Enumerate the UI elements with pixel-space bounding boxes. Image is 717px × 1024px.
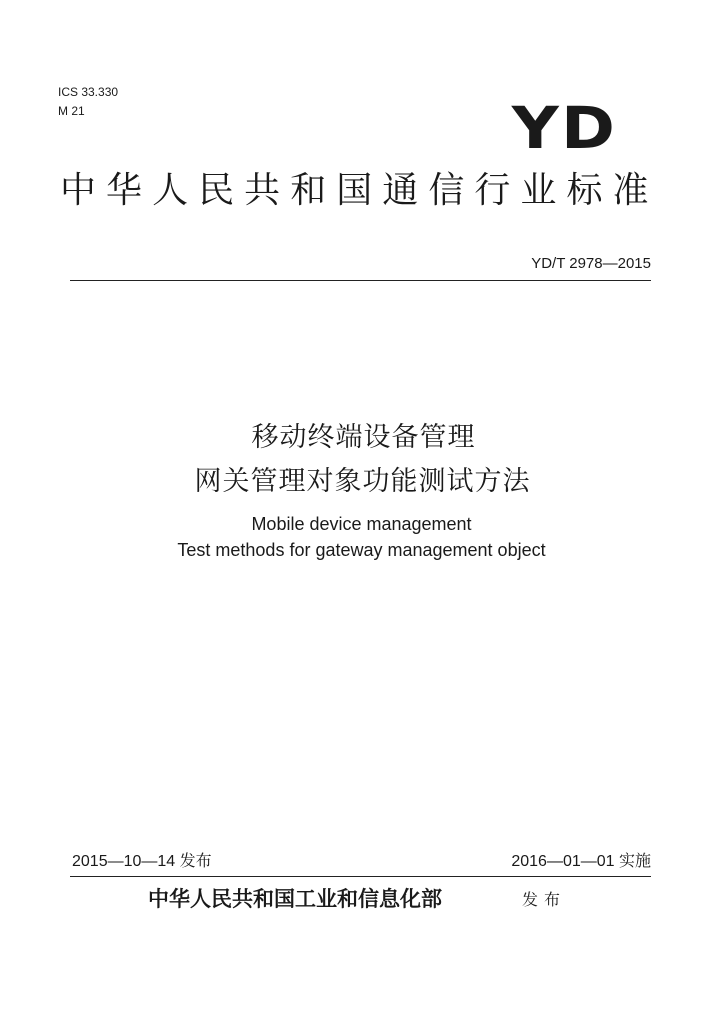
industry-standard-title: 中华人民共和国通信行业标准 [60, 170, 651, 211]
implement-date: 2016—01—01 实施 [511, 853, 651, 870]
ics-code: ICS 33.330 [58, 85, 119, 99]
classification-code: M 21 [58, 104, 85, 118]
publish-date: 2015—10—14 发布 [72, 853, 212, 870]
title-english-line-2: Test methods for gateway management object [177, 540, 546, 560]
title-english-line-1: Mobile device management [251, 514, 472, 534]
bottom-divider [70, 876, 651, 877]
standard-number: YD/T 2978—2015 [531, 255, 651, 272]
issue-label: 发布 [522, 890, 567, 909]
title-chinese-line-2: 网关管理对象功能测试方法 [194, 466, 531, 497]
top-divider [70, 280, 651, 281]
yd-logo: YD [511, 94, 617, 162]
title-chinese-line-1: 移动终端设备管理 [251, 422, 476, 453]
issuing-authority: 中华人民共和国工业和信息化部 [148, 886, 442, 911]
